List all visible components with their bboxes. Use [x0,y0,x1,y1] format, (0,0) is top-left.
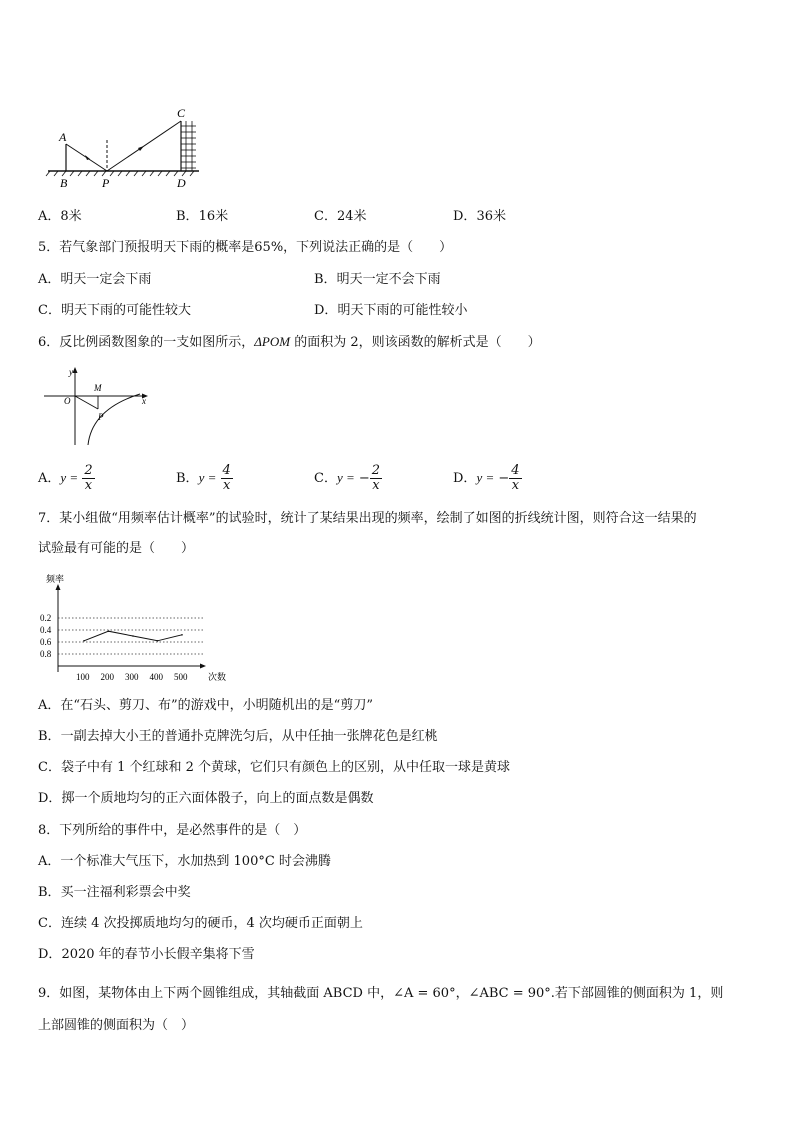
label-x: x [142,396,146,406]
q8-option-d[interactable]: D．2020 年的春节小长假辛集将下雪 [38,947,255,962]
q5-stem: 5．若气象部门预报明天下雨的概率是65%，下列说法正确的是（ ） [38,240,453,255]
segment-op [75,396,98,409]
data-point-3 [157,640,159,642]
q7-option-a[interactable]: A．在“石头、剪刀、布”的游戏中，小明随机出的是“剪刀” [38,698,373,713]
q6-option-c[interactable]: C．y = − $\frac{2}{x}$ [314,463,381,493]
chart-y-axis-arrow [56,584,61,590]
building-ladder [181,121,196,171]
q4-option-d[interactable]: D．36米 [453,209,506,224]
q8-option-a[interactable]: A．一个标准大气压下，水加热到 100°C 时会沸腾 [38,854,331,869]
y-tick-label-1: 0.6 [40,637,52,647]
label-b: B [60,176,68,190]
hyperbola-branch [88,394,140,445]
label-m: M [94,383,102,393]
data-point-4 [181,634,183,636]
q8-stem: 8．下列所给的事件中，是必然事件的是（ ） [38,823,307,838]
x-tick-label-3: 400 [149,672,163,682]
chart-y-label: 频率 [46,574,65,584]
y-tick-label-2: 0.4 [40,625,52,635]
q5-option-b[interactable]: B．明天一定不会下雨 [314,272,441,287]
mirror-reflection-figure [44,104,204,190]
arrow-pc [138,146,144,151]
label-y: y [69,367,73,377]
inverse-function-figure [40,365,152,447]
y-axis-arrow [73,367,78,373]
x-tick-label-1: 200 [100,672,114,682]
x-tick-label-2: 300 [125,672,139,682]
x-tick-label-0: 100 [76,672,90,682]
chart-x-axis-arrow [200,664,206,669]
q9-stem-line-2: 上部圆锥的侧面积为（ ） [38,1018,195,1033]
q6-option-a[interactable]: A．y = $\frac{2}{x}$ [38,463,93,493]
q7-stem-line-2: 试验最有可能的是（ ） [38,541,195,556]
label-c: C [177,106,186,120]
data-point-0 [83,640,85,642]
q4-option-a[interactable]: A．8米 [38,209,82,224]
ground-hatching [46,171,194,176]
label-o: O [64,396,71,406]
q8-option-c[interactable]: C．连续 4 次投掷质地均匀的硬币，4 次均硬币正面朝上 [38,916,363,931]
q5-option-d[interactable]: D．明天下雨的可能性较小 [314,303,468,318]
data-point-2 [132,635,134,637]
label-a: A [59,130,67,144]
label-d: D [177,176,186,190]
q5-option-c[interactable]: C．明天下雨的可能性较大 [38,303,191,318]
data-point-1 [108,630,110,632]
y-tick-label-0: 0.8 [40,649,52,659]
label-p: P [98,412,104,422]
frequency-line-chart [36,572,236,682]
q8-option-b[interactable]: B．买一注福利彩票会中奖 [38,885,191,900]
q5-option-a[interactable]: A．明天一定会下雨 [38,272,152,287]
chart-x-label: 次数 [208,672,227,682]
x-tick-label-4: 500 [174,672,188,682]
q7-stem-line-1: 7．某小组做“用频率估计概率”的试验时，统计了某结果出现的频率，绘制了如图的折线统计图，则符合这一结果的 [38,511,697,526]
q7-option-b[interactable]: B．一副去掉大小王的普通扑克牌洗匀后，从中任抽一张牌花色是红桃 [38,729,438,744]
q6-option-b[interactable]: B．y = $\frac{4}{x}$ [176,463,231,493]
y-tick-label-3: 0.2 [40,613,52,623]
label-p: P [102,176,110,190]
q6-option-d[interactable]: D．y = − $\frac{4}{x}$ [453,463,520,493]
q6-stem: 6．反比例函数图象的一支如图所示，ΔPOM 的面积为 2，则该函数的解析式是（ ） [38,334,541,350]
q7-option-d[interactable]: D．掷一个质地均匀的正六面体骰子，向上的面点数是偶数 [38,791,374,806]
q9-stem-line-1: 9．如图，某物体由上下两个圆锥组成，其轴截面 ABCD 中，∠A = 60°，∠ABC = 90°.若下部圆锥的侧面积为 1，则 [38,986,724,1001]
q4-option-c[interactable]: C．24米 [314,209,367,224]
q4-option-b[interactable]: B．16米 [176,209,229,224]
q7-option-c[interactable]: C．袋子中有 1 个红球和 2 个黄球，它们只有颜色上的区别，从中任取一球是黄球 [38,760,511,775]
